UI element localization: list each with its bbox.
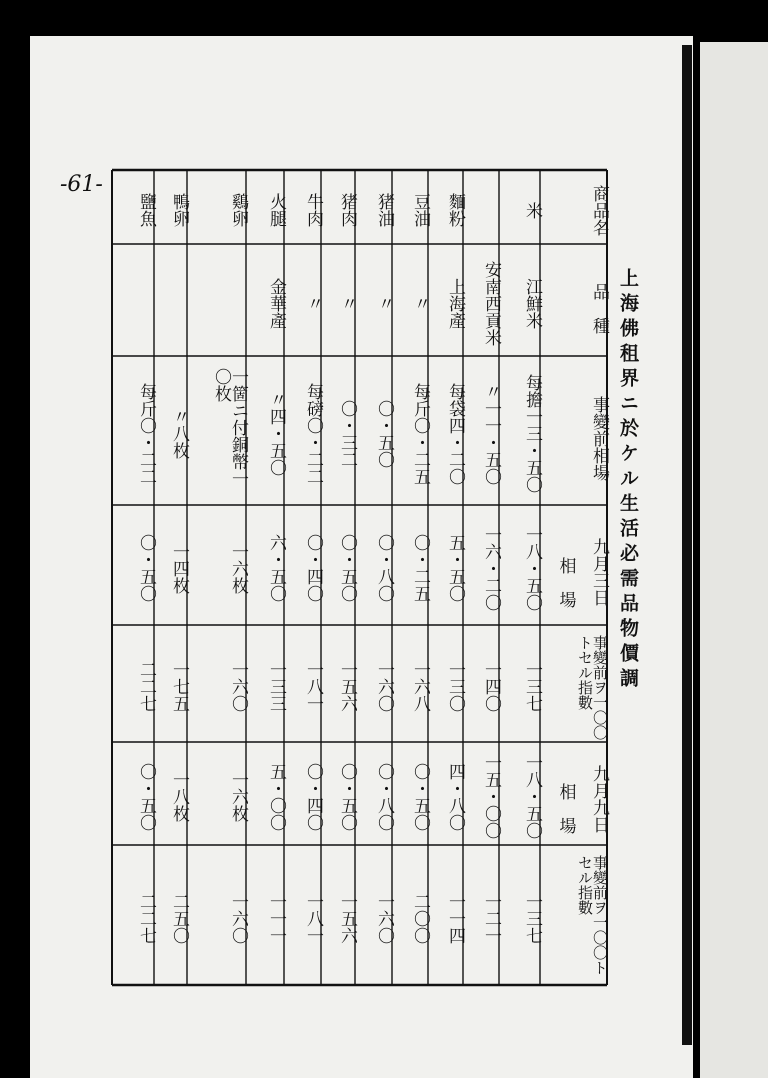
row-7-before: 〃四・五〇	[266, 391, 286, 476]
row-5-sep3: 〇・五〇	[337, 534, 357, 602]
row-5-idx9: 一五六	[337, 892, 357, 944]
row-4-sep9: 〇・八〇	[374, 762, 394, 831]
row-3-idx9: 二〇〇	[410, 892, 430, 944]
row-8-idx9: 一六〇	[228, 892, 248, 944]
row-9-idx9: 二五〇	[169, 892, 189, 944]
row-9-sep9: 一八枚	[169, 771, 189, 822]
row-3-name: 豆油	[410, 193, 430, 227]
row-1-idx3: 一四〇	[481, 661, 501, 712]
row-2-sep9: 四・八〇	[445, 762, 465, 831]
row-3-sep9: 〇・五〇	[410, 762, 430, 831]
row-4-idx3: 一六〇	[374, 661, 394, 712]
row-3-idx3: 一六八	[410, 661, 430, 712]
row-1-sep3: 一六・二〇	[481, 525, 501, 611]
row-9-idx3: 一七五	[169, 661, 189, 712]
header-sep3-index: 事變前ヲ一〇〇トセル指數	[576, 635, 609, 740]
row-4-name: 猪油	[374, 193, 394, 227]
row-0-sep9: 一八・五〇	[522, 754, 542, 839]
row-10-idx9: 二二七	[136, 892, 156, 944]
row-6-sep3: 〇・四〇	[303, 534, 323, 602]
row-2-before: 每袋四・二〇	[445, 382, 465, 485]
row-6-before: 每磅〇・二二	[303, 382, 323, 485]
document-title: 上海佛租界ニ於ケル生活必需品物價調	[617, 268, 639, 693]
header-sep9-price: 九月九日	[589, 764, 609, 833]
row-9-before: 〃八枚	[169, 408, 189, 459]
header-before-price: 事變前相場	[589, 396, 609, 481]
row-1-name	[463, 182, 499, 238]
row-10-sep9: 〇・五〇	[136, 762, 156, 831]
row-1-variety: 安南西貢米	[481, 260, 501, 346]
row-0-idx3: 一三七	[522, 661, 542, 712]
row-6-variety: 〃	[303, 294, 323, 312]
row-0-before: 每擔一三・五〇	[522, 374, 542, 493]
row-8-sep9: 一六枚	[228, 771, 248, 822]
row-5-sep9: 〇・五〇	[337, 762, 357, 831]
row-10-idx3: 二二七	[136, 661, 156, 712]
row-10-sep3: 〇・五〇	[136, 534, 156, 602]
row-1-sep9: 一五・〇〇	[481, 754, 501, 839]
header-sep3-price: 九月三日	[589, 538, 609, 606]
row-5-name: 猪肉	[337, 193, 357, 227]
row-0-sep3: 一八・五〇	[522, 525, 542, 611]
header-name: 商品名	[589, 184, 609, 236]
row-7-idx3: 一三三	[266, 661, 286, 712]
row-8-sep3: 一六枚	[228, 542, 248, 594]
header-variety: 品 種	[589, 282, 609, 334]
row-3-sep3: 〇・二五	[410, 534, 430, 602]
row-9-sep3: 一四枚	[169, 542, 189, 594]
row-10-variety	[112, 256, 154, 350]
row-2-name: 麵粉	[445, 193, 465, 227]
header-sep3-price-sub: 相 場	[555, 556, 576, 608]
row-6-sep9: 〇・四〇	[303, 762, 323, 831]
row-6-idx3: 一八一	[303, 661, 323, 712]
row-2-idx3: 一三〇	[445, 661, 465, 712]
row-2-variety: 上海產	[445, 277, 465, 329]
page-number: -61-	[60, 172, 103, 197]
row-10-before: 每斤〇・二二	[136, 382, 156, 485]
row-10-name: 鹽魚	[136, 193, 156, 227]
row-0-variety: 江鮮米	[522, 277, 542, 329]
row-5-variety: 〃	[337, 294, 357, 312]
row-7-sep9: 五・〇〇	[266, 762, 286, 831]
row-9-variety	[154, 256, 187, 350]
row-5-idx3: 一五六	[337, 661, 357, 712]
header-sep9-index: 事變前ヲ一〇〇トセル指數	[576, 855, 609, 975]
row-4-sep3: 〇・八〇	[374, 534, 394, 602]
row-3-variety: 〃	[410, 294, 430, 312]
row-7-idx9: 一一一	[266, 892, 286, 944]
row-6-name: 牛肉	[303, 193, 323, 227]
row-2-sep3: 五・五〇	[445, 534, 465, 602]
header-sep9-price-sub: 相 場	[555, 783, 576, 834]
row-8-before: 一箇ニ付銅幣一〇枚	[211, 368, 248, 487]
row-9-name: 鴨卵	[169, 193, 189, 227]
row-4-variety: 〃	[374, 294, 394, 312]
row-2-idx9: 一一四	[445, 892, 465, 944]
row-1-idx9: 一二一	[481, 892, 501, 944]
row-1-before: 〃一一・五〇	[481, 382, 501, 485]
row-8-idx3: 一六〇	[228, 661, 248, 712]
row-7-variety: 金華產	[266, 277, 286, 329]
row-4-before: 〇・五〇	[374, 399, 394, 468]
row-5-before: 〇・三二	[337, 399, 357, 468]
row-8-variety	[187, 256, 246, 350]
row-6-idx9: 一八一	[303, 892, 323, 944]
row-3-before: 每斤〇・二五	[410, 382, 430, 485]
row-0-idx9: 一三七	[522, 892, 542, 944]
row-7-sep3: 六・五〇	[266, 534, 286, 602]
row-0-name: 米	[522, 201, 542, 219]
row-7-name: 火腿	[266, 193, 286, 227]
row-4-idx9: 一六〇	[374, 892, 394, 944]
row-8-name: 鷄卵	[228, 193, 248, 227]
